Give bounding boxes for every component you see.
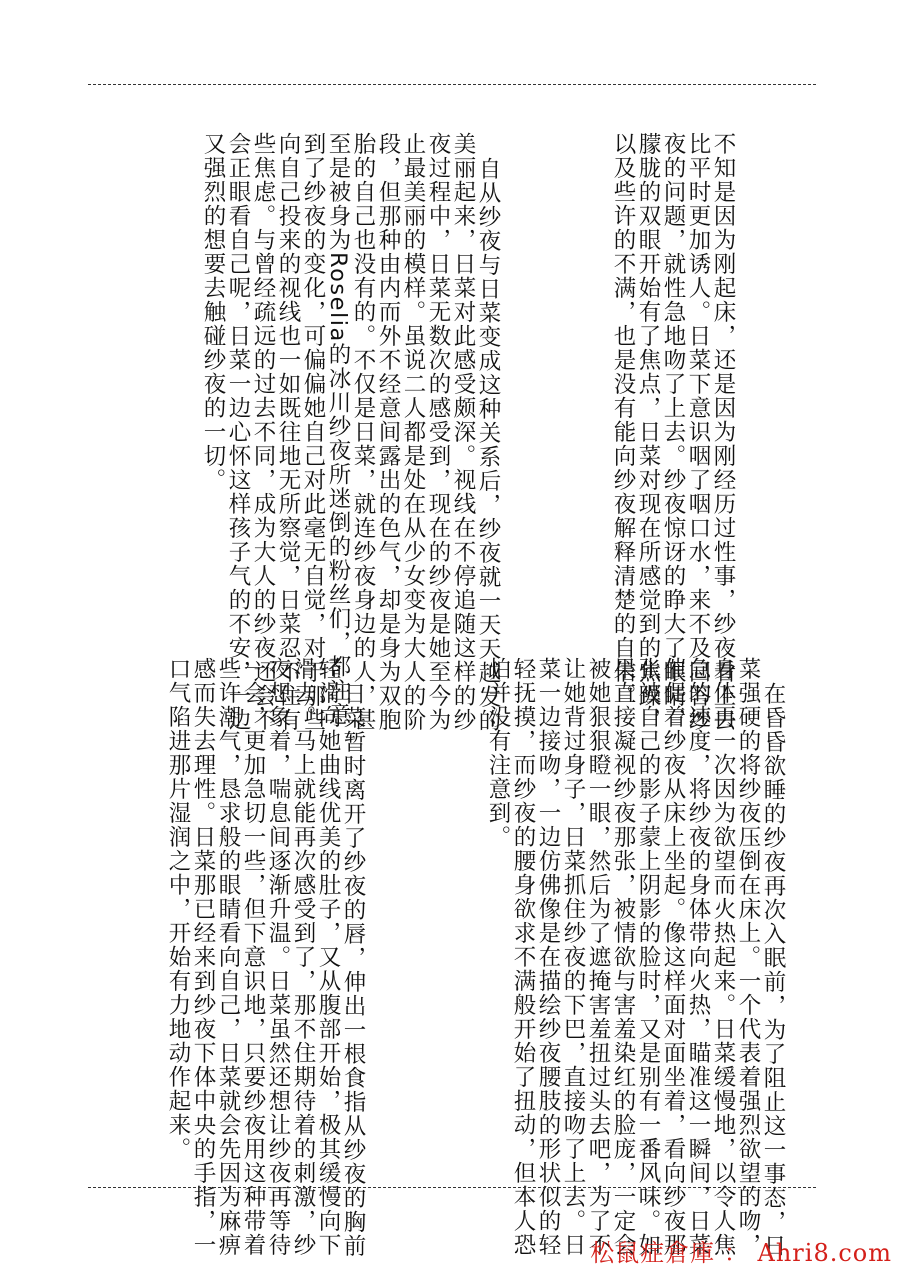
top-dashed-rule bbox=[88, 84, 816, 85]
text-column: 轻抚摸，而纱夜的腰身欲求不满般开始了扭动，但本人恐 bbox=[510, 657, 536, 1257]
text-column: 轻滑向她曲线优美的肚子，又从腹部开始，极其缓慢向下 bbox=[315, 657, 341, 1257]
text-column: 向自己投来的视线也一如既往地无所察觉，日菜忍不住有 bbox=[275, 132, 301, 732]
text-column: 不知是因为刚起床，还是因为刚经历过性事，纱夜看上去 bbox=[710, 132, 736, 732]
text-column: 急的速度，将纱夜的身体带向火热，瞄准这一瞬间，日菜 bbox=[685, 657, 711, 1257]
text-column: 夜的问题，就性急地吻了上去。纱夜惊讶的睁大了眼睛， bbox=[660, 132, 686, 732]
text-column: 一会，更加急切一些，但下意识地，只要纱夜用这种带着 bbox=[240, 657, 266, 1257]
text-column: 些许潮气，恳求般的眼睛看向自己，日菜就会先因为麻痹 bbox=[215, 657, 241, 1257]
text-column: 菜强硬的将纱夜压倒在床上。一个代表着强烈欲望的吻， bbox=[735, 657, 761, 1257]
text-column: 朦胧的双眼开始有了焦点，日菜对现在所感觉到的焦躁， bbox=[635, 132, 661, 732]
text-column: 段，但那种由内而外不经意间露出的色气，却是身为双胞 bbox=[375, 132, 401, 732]
text-column: 果直接凝视纱夜那张，被情欲与害羞染红的脸庞，一定会 bbox=[610, 657, 636, 1257]
text-column: 以及些许的不满，也是没有能向纱夜解释清楚的自信。 bbox=[610, 132, 636, 708]
text-column: 菜一边接吻，一边仿佛像是在描绘纱夜腰肢的形状似的轻 bbox=[535, 657, 561, 1257]
text-column: 止最美丽的模样。虽说二人都是处在从少女变为大人的阶 bbox=[400, 132, 426, 732]
text-column: 滑去。马上就能再次感受到了，那不住期待着的刺激，纱 bbox=[290, 657, 316, 1257]
text-column: 在昏昏欲睡的纱夜再次入眠前，为了阻止这一事态，日 bbox=[760, 682, 786, 1258]
text-column: 到了纱夜的变化，可偏偏她自己对此毫无自觉，对于那些 bbox=[300, 132, 326, 732]
text-column: 日菜暂时离开了纱夜的唇，伸出一根食指从纱夜的胸前 bbox=[340, 682, 366, 1258]
text-column: 夜过程中，日菜无数次的感受到，现在的纱夜是她至今为 bbox=[425, 132, 451, 732]
text-column: 身体再一次因为欲望而火热起来。日菜缓慢地，以令人焦 bbox=[710, 657, 736, 1257]
text-column: 些焦虑。与曾经疏远的过去不同，成为大人的纱夜还会不 bbox=[250, 132, 276, 732]
text-column: 催促着纱夜从床上坐起。像这样面对面坐着，看向纱夜那 bbox=[660, 657, 686, 1257]
text-column: 怕并没有注意到。 bbox=[485, 657, 511, 849]
text-column: 又强烈的想要去触碰纱夜的一切。 bbox=[200, 132, 226, 492]
text-column: 口气陷进那片湿润之中，开始有力地动作起来。 bbox=[165, 657, 191, 1161]
text-column: 感而失去理性。日菜那已经来到纱夜下体中央的手指，一 bbox=[190, 657, 216, 1257]
text-column: 被她狠狠瞪一眼，然后为了遮掩害羞扭过头去吧，为了不 bbox=[585, 657, 611, 1257]
text-column: 张被自己的影子蒙上阴影的脸时，又是别有一番风味。如 bbox=[635, 657, 661, 1257]
text-column: 美丽起来，日菜对此感受颇深。视线在不停追随这样的纱 bbox=[450, 132, 476, 732]
bottom-dashed-rule bbox=[88, 1187, 816, 1188]
text-column: 自从纱夜与日菜变成这种关系后，纱夜就一天天越发的 bbox=[475, 157, 501, 733]
text-column: 让她背过身子，日菜抓住纱夜的下巴，直接吻了上去。日 bbox=[560, 657, 586, 1257]
text-column: 比平时更加诱人。日菜下意识咽了咽口水，来不及回答纱 bbox=[685, 132, 711, 732]
text-column: 至是被身为Roselia的冰川纱夜所迷倒的粉丝们，都注意 bbox=[325, 132, 351, 727]
text-column: 会正眼看自己呢，日菜一边心怀这样孩子气的不安，一边 bbox=[225, 132, 251, 732]
site-watermark: 松鼠症倉庫 ： Ahri8.com bbox=[590, 1239, 892, 1267]
text-column: 胎的自己也没有的。不仅是日菜，就连纱夜身边的人，甚 bbox=[350, 132, 376, 732]
text-column: 夜想象着，喘息间逐渐升温。日菜虽然还想让纱夜再等待 bbox=[265, 657, 291, 1257]
